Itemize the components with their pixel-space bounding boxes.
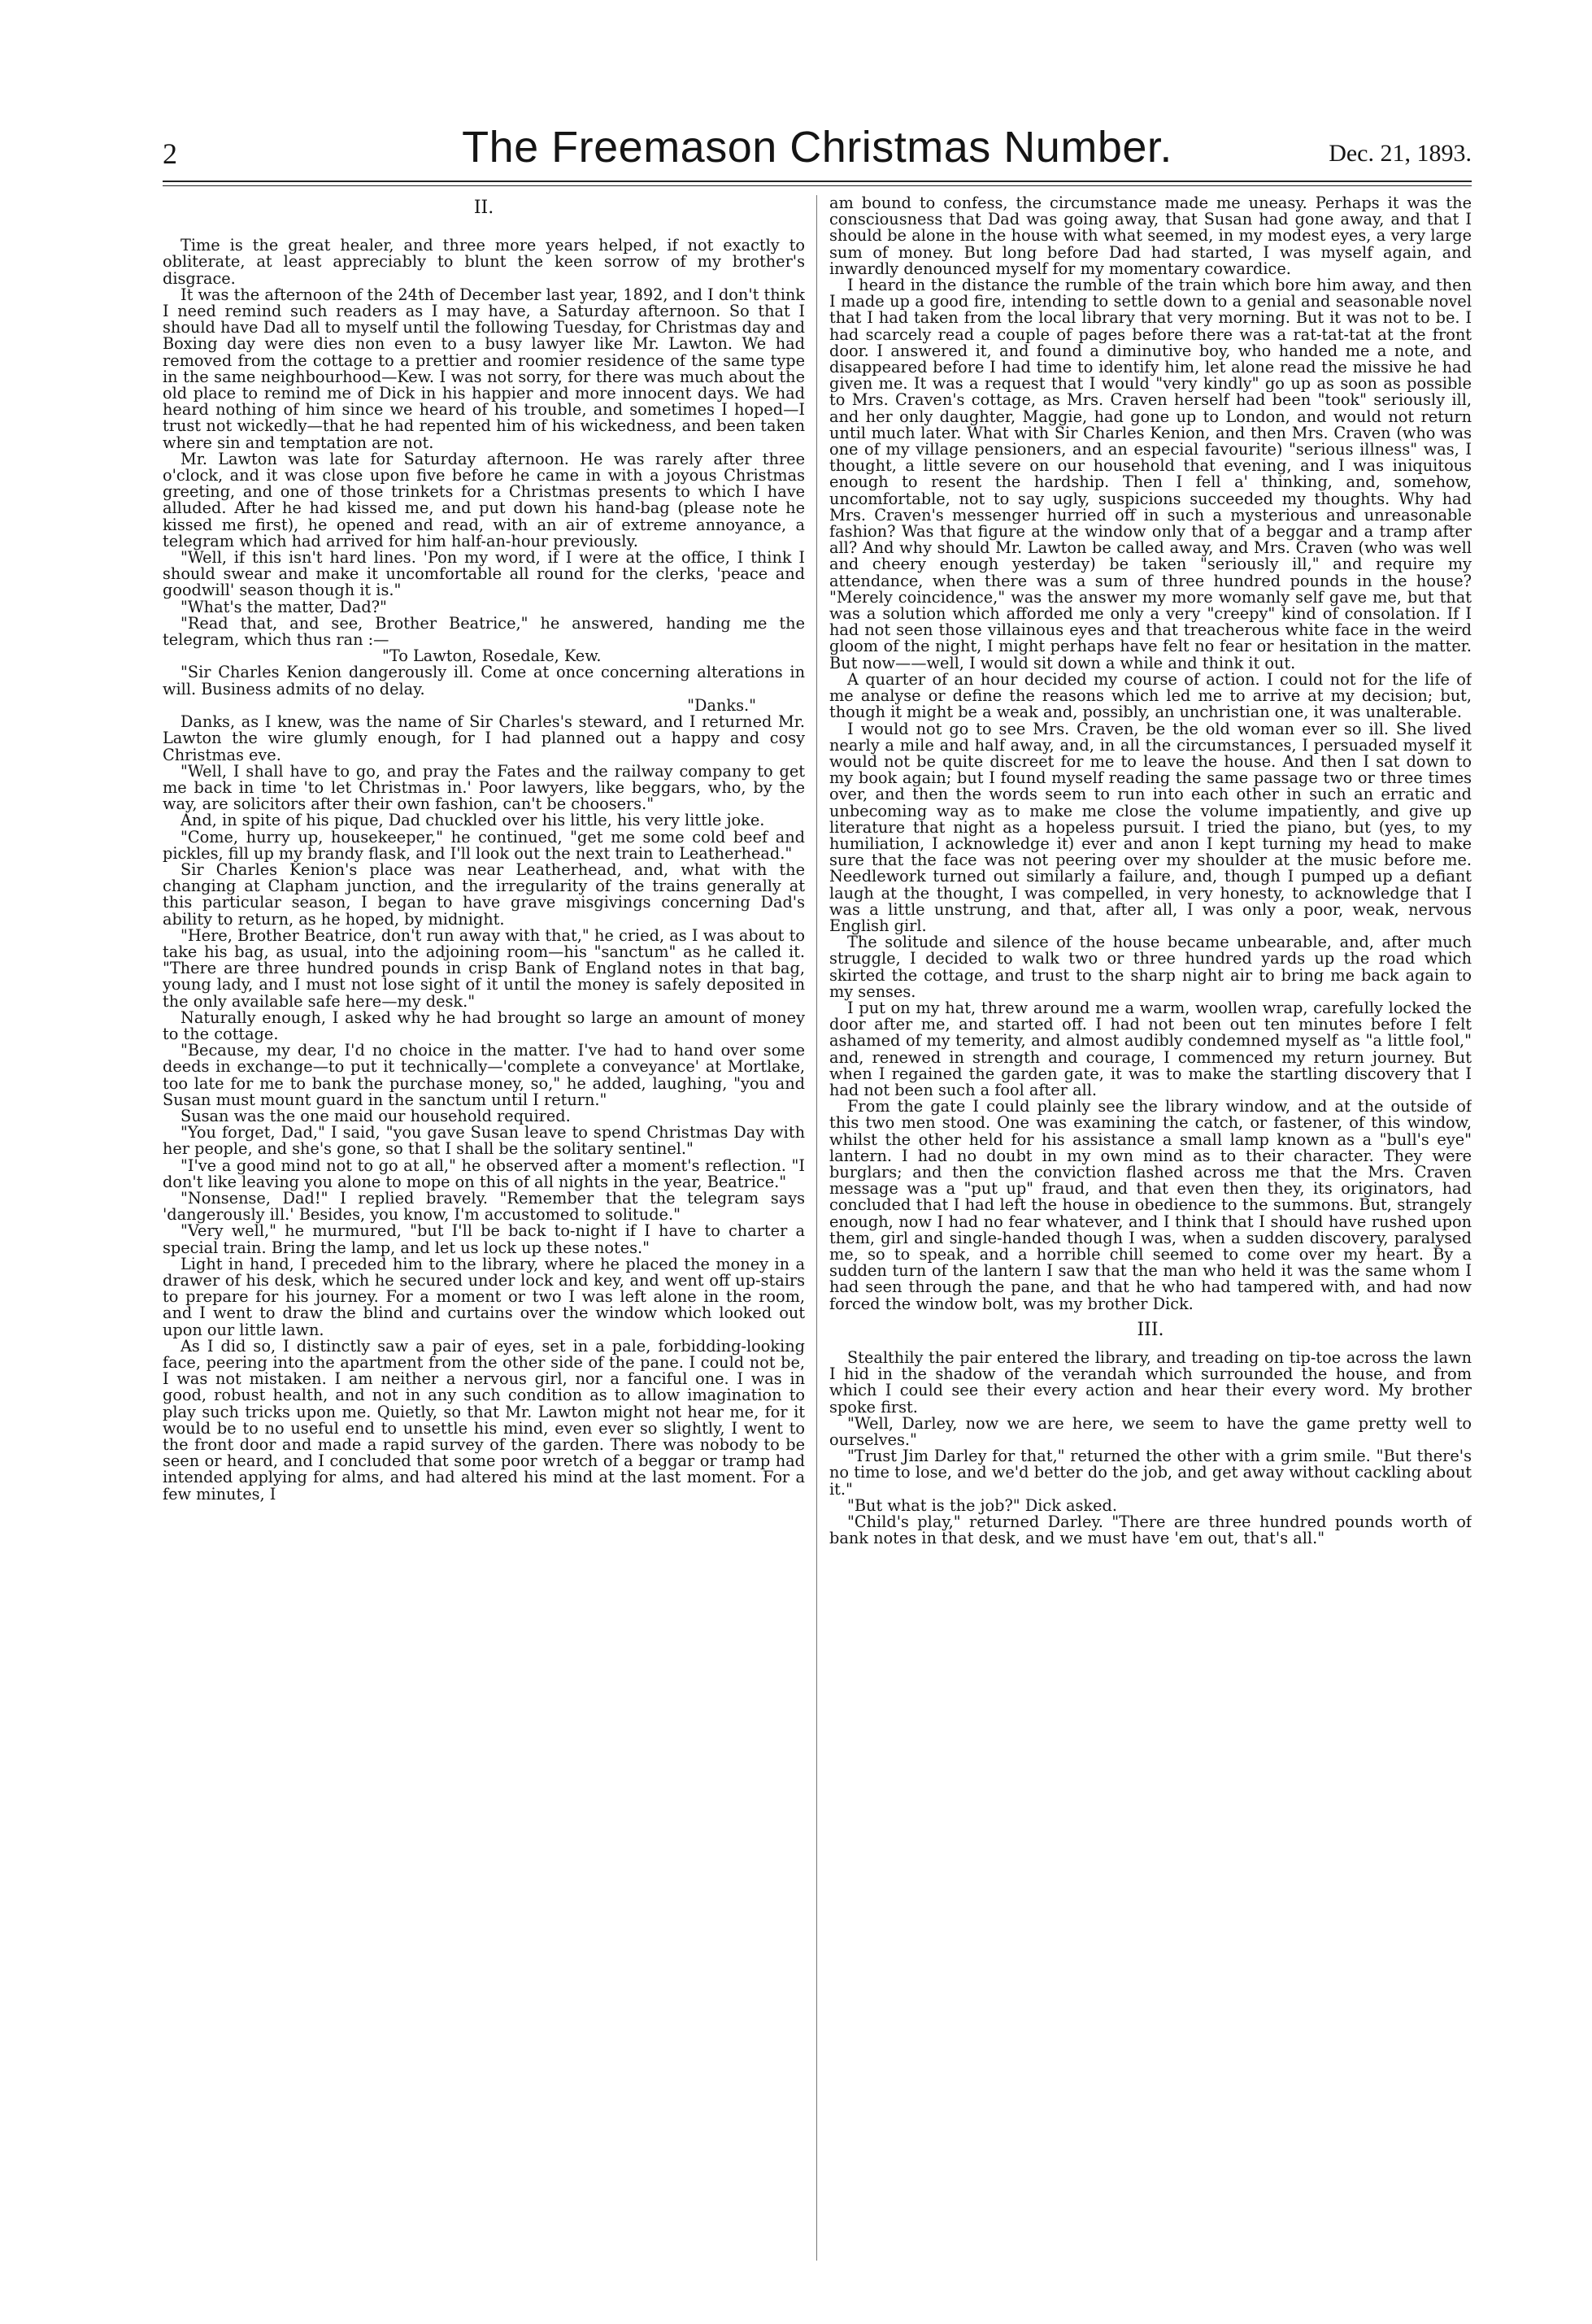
paragraph: "Here, Brother Beatrice, don't run away with that," he cried, as I was about to take his bag, as usual, into the adjoining room—his "sanctum" as he called it. "There are three hundred pounds in crisp Bank of England notes in that bag, young lady, and I must not lose sight of it until the money is safely deposited in the only available safe here—my desk." [163,925,805,1011]
paragraph: Light in hand, I preceded him to the library, where he placed the money in a drawer of his desk, which he secured under lock and key, and went off up-stairs to prepare for his journey. For a moment or two I was left alone in the room, and I went to draw the blind and curtains over the window which looked out upon our little lawn. [163,1254,805,1339]
header-rule [163,181,1472,182]
page-title: The Freemason Christmas Number. [462,123,1172,172]
paragraph: Danks, as I knew, was the name of Sir Charles's steward, and I returned Mr. Lawton the wire glumly enough, for I had planned out a happy and cosy Christmas eve. [163,712,805,764]
paragraph: "Come, hurry up, housekeeper," he continued, "get me some cold beef and pickles, fill up my brandy flask, and I'll look out the next train to Leatherhead." [163,827,805,863]
paragraph: It was the afternoon of the 24th of December last year, 1892, and I don't think I need remind such readers as I may have, a Saturday afternoon. So that I should have Dad all to myself until the following Tuesday, for Christmas day and Boxing day were dies non even to a busy lawyer like Mr. Lawton. We had removed from the cottage to a prettier and roomier residence of the same type in the same neighbourhood—Kew. I was not sorry, for there was much about the old place to remind me of Dick in his happier and more innocent days. We had heard nothing of him since we heard of his trouble, and sometimes I hoped—I trust not wickedly—that he had repented him of his wickedness, and been taken where sin and temptation are not. [163,285,805,452]
page-number: 2 [163,137,177,170]
paragraph: Time is the great healer, and three more years helped, if not exactly to obliterate, at least appreciably to blunt the keen sorrow of my brother's disgrace. [163,236,805,288]
paragraph: "But what is the job?" Dick asked. [847,1495,1117,1515]
paragraph: I heard in the distance the rumble of the train which bore him away, and then I made up a good fire, intending to settle down to a genial and seasonable novel that I had taken from the local library that very morning. But it was not to be. I had scarcely read a couple of pages before there was a rat-tat-tat at the front door. I answered it, and found a diminutive boy, who handed me a note, and disappeared before I had time to identify him, let alone read the missive he had given me. It was a request that I would "very kindly" go up as soon as possible to Mrs. Craven's cottage, as Mrs. Craven herself had been "took" seriously ill, and her only daughter, Maggie, had gone up to London, and would not return until much later. What with Sir Charles Kenion, and then Mrs. Craven (who was one of my village pensioners, and an especial favourite) "serious illness" was, I thought, a little severe on our household that evening, and I was iniquitous enough to resent the hardship. Then I fell a' thinking, and, somehow, uncomfortable, not to say ugly, suspicions succeeded my thoughts. Why had Mrs. Craven's messenger hurried off in such a mysterious and unreasonable fashion? Was that figure at the window only that of a beggar and a tramp after all? And why should Mr. Lawton be called away, and Mrs. Craven (who was well and cheery enough yesterday) be taken "seriously ill," and require my attendance, when there was a sum of three hundred pounds in the house? "Merely coincidence," was the answer my more womanly self gave me, but that was a solution which afforded me only a very "creepy" kind of consolation. If I had not seen those villainous eyes and that treacherous white face in the weird gloom of the night, I might perhaps have felt no fear or hesitation in the matter. But now——well, I would sit down a while and think it out. [829,276,1472,672]
section-heading-iii: III. [1137,1319,1164,1340]
section-heading-ii: II. [473,198,494,218]
telegram-salutation: "To Lawton, Rosedale, Kew. [382,646,602,666]
column-divider [816,195,817,2261]
paragraph: "What's the matter, Dad?" [181,597,387,616]
paragraph: Mr. Lawton was late for Saturday afternoon. He was rarely after three o'clock, and it was close upon five before he came in with a joyous Christmas greeting, and one of those trinkets for a Christmas presents to which I have alluded. After he had kissed me, and put down his hand-bag (please note he kissed me first), he opened and read, with an air of extreme annoyance, a telegram which had arrived for him half-an-hour previously. [163,449,805,551]
telegram-body: "Sir Charles Kenion dangerously ill. Come at once concerning alterations in will. Business admits of no delay. [163,663,805,699]
right-column [829,195,1472,2277]
telegram-signature: "Danks." [687,695,756,715]
left-column [163,195,805,2277]
paragraph: "Very well," he murmured, "but I'll be back to-night if I have to charter a special train. Bring the lamp, and let us lock up these notes." [163,1221,805,1257]
paragraph: "Nonsense, Dad!" I replied bravely. "Remember that the telegram says 'dangerously ill.' Besides, you know, I'm accustomed to solitude." [163,1188,805,1225]
paragraph: And, in spite of his pique, Dad chuckled over his little, his very little joke. [181,811,765,830]
paragraph: Naturally enough, I asked why he had brought so large an amount of money to the cottage. [163,1008,805,1043]
paragraph: "Well, if this isn't hard lines. 'Pon my word, if I were at the office, I think I should swear and make it uncomfortable all round for the clerks, 'peace and goodwill' season though it is." [163,548,805,600]
paragraph: "Because, my dear, I'd no choice in the matter. I've had to hand over some deeds in exchange—to put it technically—'complete a conveyance' at Mortlake, too late for me to bank the purchase money, so," he added, laughing, "you and Susan must mount guard in the sanctum until I return." [163,1041,805,1109]
masthead [163,122,1472,179]
paragraph: am bound to confess, the circumstance made me uneasy. Perhaps it was the consciousness that Dad was going away, that Susan had gone away, and that I should be alone in the house with what seemed, in my modest eyes, a very large sum of money. But long before Dad had started, I was myself again, and inwardly denounced myself for my momentary cowardice. [829,195,1472,278]
paragraph: "I've a good mind not to go at all," he observed after a moment's reflection. "I don't like leaving you alone to mope on this of all nights in the year, Beatrice." [163,1155,805,1191]
paragraph: "You forget, Dad," I said, "you gave Susan leave to spend Christmas Day with her people, and she's gone, so that I shall be the solitary sentinel." [163,1123,805,1159]
paragraph: "Child's play," returned Darley. "There are three hundred pounds worth of bank notes in that desk, and we must have 'em out, that's all." [829,1512,1472,1548]
paragraph: Stealthily the pair entered the library, and treading on tip-toe across the lawn I hid in the shadow of the verandah which surrounded the house, and from which I could see their every action and hear their every word. My brother spoke first. [829,1348,1472,1417]
issue-date: Dec. 21, 1893. [1329,140,1472,167]
paragraph: "Trust Jim Darley for that," returned the other with a grim smile. "But there's no time to lose, and we'd better do the job, and get away without cackling about it." [829,1447,1472,1499]
paragraph: Susan was the one maid our household required. [181,1106,571,1125]
paragraph: Sir Charles Kenion's place was near Leatherhead, and, what with the changing at Clapham junction, and the irregularity of the trains generally at this particular season, I began to have grave misgivings concerning Dad's ability to return, as he hoped, by midnight. [163,860,805,929]
paragraph: "Well, Darley, now we are here, we seem to have the game pretty well to ourselves." [829,1413,1472,1450]
paragraph: The solitude and silence of the house became unbearable, and, after much struggle, I decided to walk two or three hundred yards up the road which skirted the cottage, and trust to the sharp night air to bring me back again to my senses. [829,933,1472,1001]
paragraph: "Read that, and see, Brother Beatrice," he answered, handing me the telegram, which thus ran :— [163,613,805,650]
paragraph: "Well, I shall have to go, and pray the Fates and the railway company to get me back in time 'to let Christmas in.' Poor lawyers, like beggars, who, by the way, are solicitors after their own fashion, can't be choosers." [163,761,805,814]
paragraph: I put on my hat, threw around me a warm, woollen wrap, carefully locked the door after me, and started off. I had not been out ten minutes before I felt ashamed of my temerity, and almost audibly condemned myself as "a little fool," and, renewed in strength and courage, I commenced my return journey. But when I regained the garden gate, it was to make the startling discovery that I had not been such a fool after all. [829,998,1472,1099]
paragraph: From the gate I could plainly see the library window, and at the outside of this two men stood. One was examining the catch, or fastener, of this window, whilst the other held for his assistance a small lamp known as a "bull's eye" lantern. I had no doubt in my own mind as to their character. They were burglars; and then the conviction flashed across me that the Mrs. Craven message was a "put up" fraud, and that even then they, its originators, had concluded that I had left the house in obedience to the summons. But, strangely enough, now I had no fear whatever, and I think that I should have rushed upon them, girl and single-handed though I was, when a sudden discovery, paralysed me, so to speak, and a horrible chill seemed to come over my heart. By a sudden turn of the lantern I saw that the man who held it was the same whom I had seen through the pane, and that he who had tampered with, and had now forced the window bolt, was my brother Dick. [829,1097,1472,1313]
paragraph: As I did so, I distinctly saw a pair of eyes, set in a pale, forbidding-looking face, peering into the apartment from the other side of the pane. I could not be, I was not mistaken. I am neither a nervous girl, nor a fanciful one. I was in good, robust health, and not in any such condition as to allow imagination to play such tricks upon me. Quietly, so that Mr. Lawton might not hear me, for it would be to no useful end to unsettle his mind, even ever so slightly, I went to the front door and made a rapid survey of the garden. There was nobody to be seen or heard, and I concluded that some poor wretch of a beggar or tramp had intended applying for alms, and had altered his mind at the last moment. For a few minutes, I [163,1336,805,1504]
header-rule-thin [163,185,1472,186]
paragraph: A quarter of an hour decided my course of action. I could not for the life of me analyse or define the reasons which led me to arrive at my decision; but, though it might be a weak and, possibly, an unchristian one, it was unalterable. [829,669,1472,722]
paragraph: I would not go to see Mrs. Craven, be the old woman ever so ill. She lived nearly a mile and half away, and, in all the circumstances, I persuaded myself it would not be quite discreet for me to leave the house. And then I sat down to my book again; but I found myself reading the same passage two or three times over, and then the words seem to run into each other in such an erratic and unbecoming way as to make me close the volume impatiently, and give up literature that night as a hopeless pursuit. I tried the piano, but (yes, to my humiliation, I acknowledge it) ever and anon I kept turning my head to make sure that the face was not peering over my shoulder at the music before me. Needlework turned out similarly a failure, and, though I pumped up a defiant laugh at the thought, I was compelled, in very honesty, to acknowledge that I was a little unstrung, and that, after all, I was only a poor, weak, nervous English girl. [829,719,1472,935]
